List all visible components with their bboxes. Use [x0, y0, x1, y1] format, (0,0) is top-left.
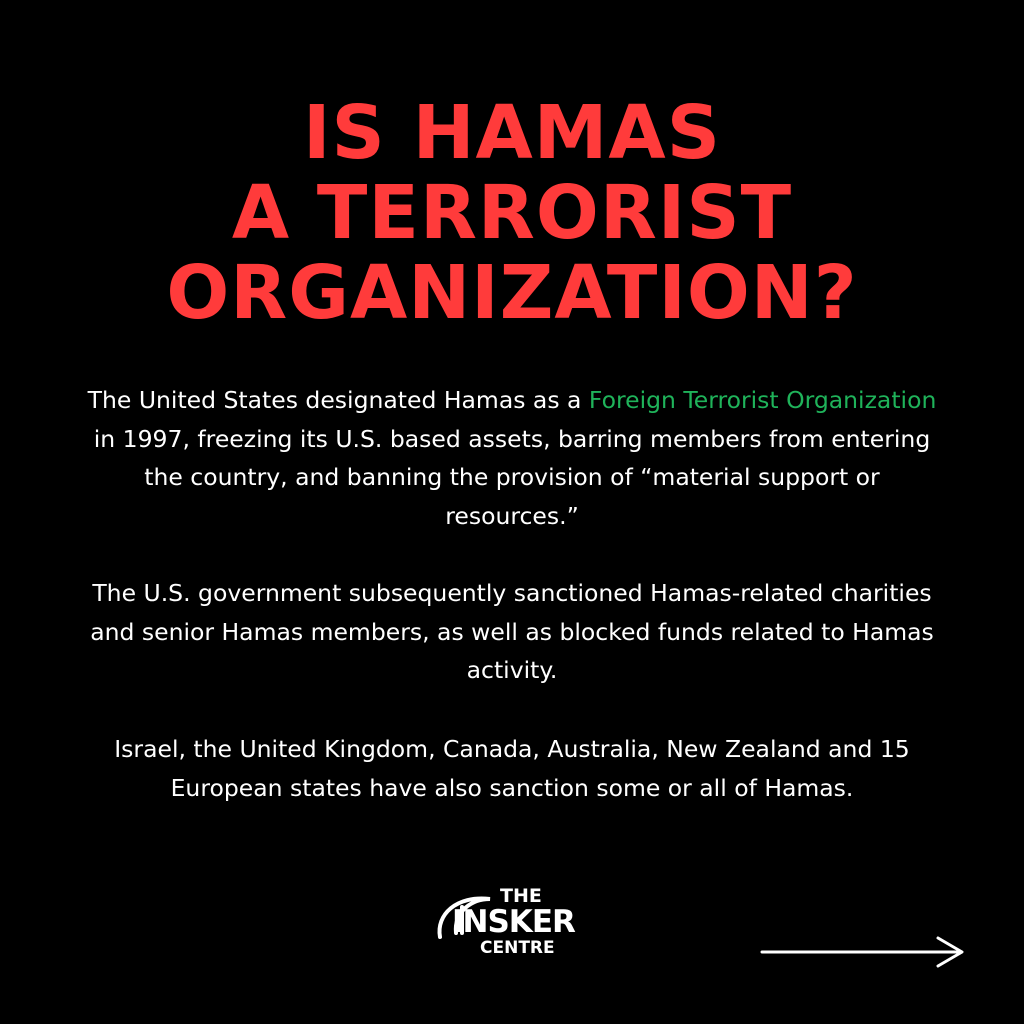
logo-text-the: THE — [500, 885, 542, 907]
paragraph-international: Israel, the United Kingdom, Canada, Australia, New Zealand and 15 European states have also sanction some or all of Hamas. — [114, 735, 910, 802]
paragraph-designation — [80, 381, 944, 535]
logo-text-centre: CENTRE — [480, 938, 555, 958]
paragraph-designation-before: The United States designated Hamas as a — [87, 386, 589, 414]
insker-centre-logo — [432, 885, 592, 965]
paragraph-sanctions: The U.S. government subsequently sanctioned Hamas-related charities and senior Hamas members, as well as blocked funds related to Hamas activity. — [90, 579, 934, 684]
page-title — [0, 90, 1024, 336]
title-line-3: ORGANIZATION? — [166, 250, 858, 336]
title-line-1: IS HAMAS — [303, 90, 721, 176]
foreign-terrorist-organization-highlight: Foreign Terrorist Organization — [588, 386, 937, 414]
paragraph-designation-after: in 1997, freezing its U.S. based assets, barring members from entering the country, and banning the provision of “material support or resources.” — [93, 424, 931, 530]
logo-text-insker: INSKER — [452, 904, 575, 940]
arrow-right-icon[interactable] — [760, 935, 966, 969]
title-line-2: A TERRORIST — [231, 170, 793, 256]
